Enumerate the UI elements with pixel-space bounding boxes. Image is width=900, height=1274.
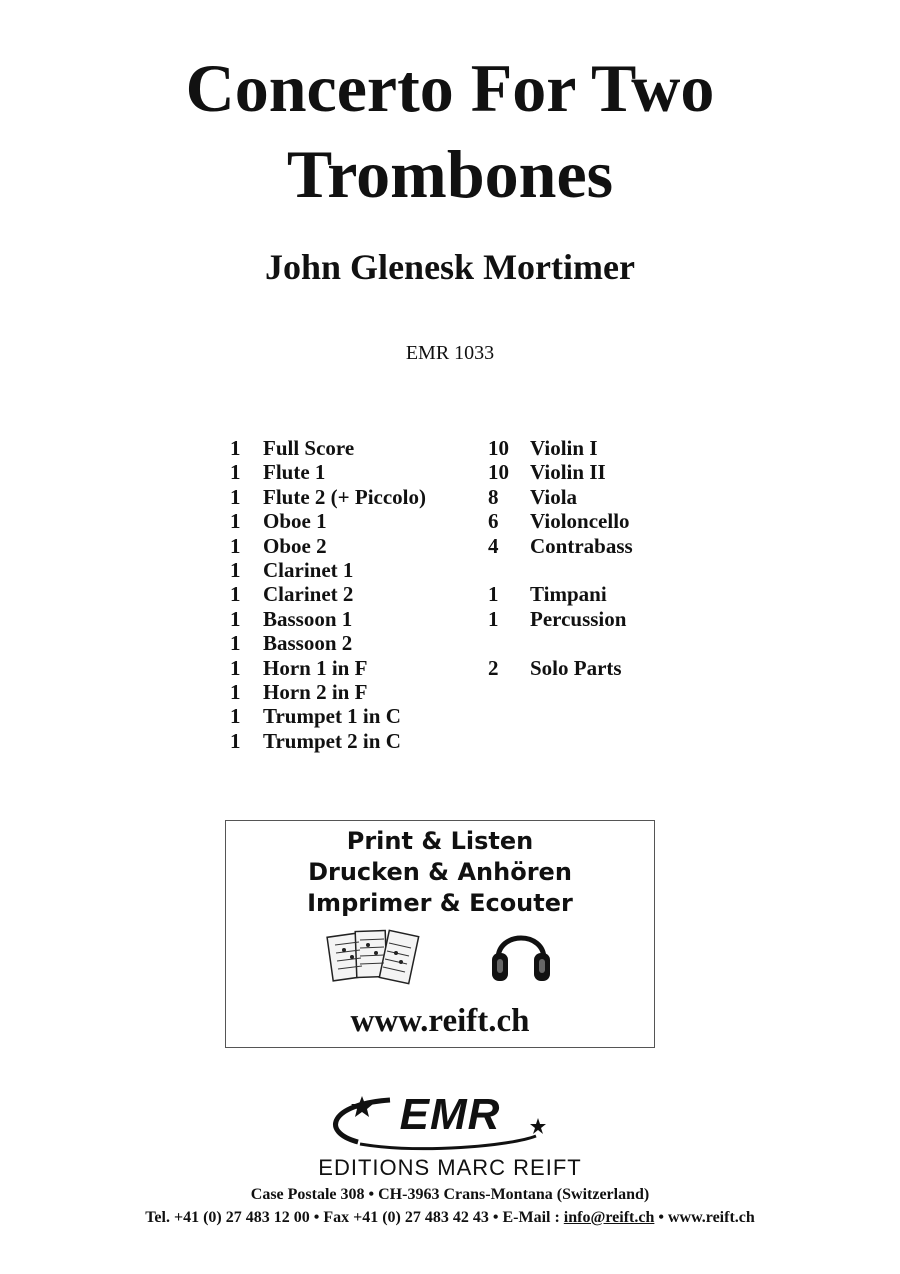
list-item	[488, 436, 633, 460]
contact-web[interactable]: • www.reift.ch	[654, 1209, 755, 1226]
part-name: Violin II	[530, 460, 606, 485]
part-name: Timpani	[530, 582, 607, 607]
part-quantity: 1	[230, 557, 241, 582]
list-item	[488, 582, 633, 606]
part-quantity: 1	[230, 533, 241, 558]
part-quantity: 1	[230, 582, 241, 607]
emr-logo-text: EMR	[399, 1090, 501, 1139]
publisher-contact	[0, 1210, 900, 1226]
headphones-icon	[488, 919, 554, 987]
list-item	[488, 607, 633, 631]
part-quantity: 1	[230, 436, 241, 460]
contact-phone-fax: Tel. +41 (0) 27 483 12 00 • Fax +41 (0) 27 483 42 43 • E-Mail :	[145, 1209, 564, 1226]
list-spacer	[488, 631, 633, 655]
part-quantity: 1	[230, 631, 241, 656]
part-name: Horn 2 in F	[263, 679, 368, 704]
list-spacer	[488, 558, 633, 582]
part-name: Bassoon 1	[263, 606, 353, 631]
part-quantity: 1	[230, 704, 241, 729]
promo-line-french: Imprimer & Ecouter	[307, 889, 573, 917]
part-name: Violin I	[530, 436, 598, 460]
website-url[interactable]: www.reift.ch	[350, 1003, 530, 1039]
part-name: Oboe 1	[263, 509, 327, 534]
list-item	[230, 460, 426, 484]
part-name: Bassoon 2	[263, 631, 353, 656]
list-item	[230, 704, 426, 728]
part-name: Trumpet 2 in C	[263, 728, 401, 753]
list-item	[488, 485, 633, 509]
part-quantity: 2	[488, 655, 499, 680]
list-item	[488, 656, 633, 680]
publisher-name: EDITIONS MARC REIFT	[318, 1155, 582, 1180]
part-name: Viola	[530, 484, 578, 509]
title-line-1: Concerto For Two	[185, 50, 715, 126]
list-item	[230, 582, 426, 606]
list-item	[230, 631, 426, 655]
part-name: Horn 1 in F	[263, 655, 368, 680]
list-item	[230, 436, 426, 460]
part-name: Flute 1	[263, 460, 326, 485]
list-item	[230, 534, 426, 558]
list-item	[488, 460, 633, 484]
promo-line-german: Drucken & Anhören	[308, 858, 572, 886]
part-quantity: 1	[230, 509, 241, 534]
publisher-address: Case Postale 308 • CH-3963 Crans-Montana (Switzerland)	[250, 1186, 650, 1203]
list-item	[488, 534, 633, 558]
part-name: Solo Parts	[530, 655, 622, 680]
email-link[interactable]: info@reift.ch	[563, 1209, 655, 1226]
part-quantity: 1	[230, 484, 241, 509]
part-quantity: 1	[488, 582, 499, 607]
part-name: Violoncello	[530, 509, 630, 534]
list-item	[230, 558, 426, 582]
part-name: Trumpet 1 in C	[263, 704, 401, 729]
part-quantity: 1	[230, 606, 241, 631]
part-name: Percussion	[530, 606, 627, 631]
part-name: Contrabass	[530, 533, 633, 558]
list-item	[230, 656, 426, 680]
part-quantity: 10	[488, 460, 509, 485]
part-quantity: 8	[488, 484, 499, 509]
part-quantity: 10	[488, 436, 509, 460]
part-quantity: 1	[488, 606, 499, 631]
parts-list-left	[230, 436, 426, 753]
part-name: Full Score	[263, 436, 355, 460]
part-name: Clarinet 1	[263, 557, 354, 582]
composer-name: John Glenesk Mortimer	[265, 247, 635, 287]
list-item	[230, 509, 426, 533]
part-name: Flute 2 (+ Piccolo)	[263, 484, 426, 509]
list-item	[230, 607, 426, 631]
promo-line-english: Print & Listen	[346, 827, 534, 855]
print-listen-box	[225, 820, 655, 1048]
list-item	[230, 485, 426, 509]
part-quantity: 1	[230, 460, 241, 485]
part-name: Clarinet 2	[263, 582, 354, 607]
part-quantity: 1	[230, 728, 241, 753]
part-name: Oboe 2	[263, 533, 327, 558]
title-line-2: Trombones	[286, 136, 614, 212]
parts-list-right	[488, 436, 633, 680]
part-quantity: 1	[230, 655, 241, 680]
part-quantity: 4	[488, 533, 499, 558]
list-item	[230, 729, 426, 753]
part-quantity: 6	[488, 509, 499, 534]
part-quantity: 1	[230, 679, 241, 704]
catalog-number: EMR 1033	[405, 342, 495, 364]
list-item	[230, 680, 426, 704]
list-item	[488, 509, 633, 533]
sheet-music-icon	[326, 925, 422, 989]
